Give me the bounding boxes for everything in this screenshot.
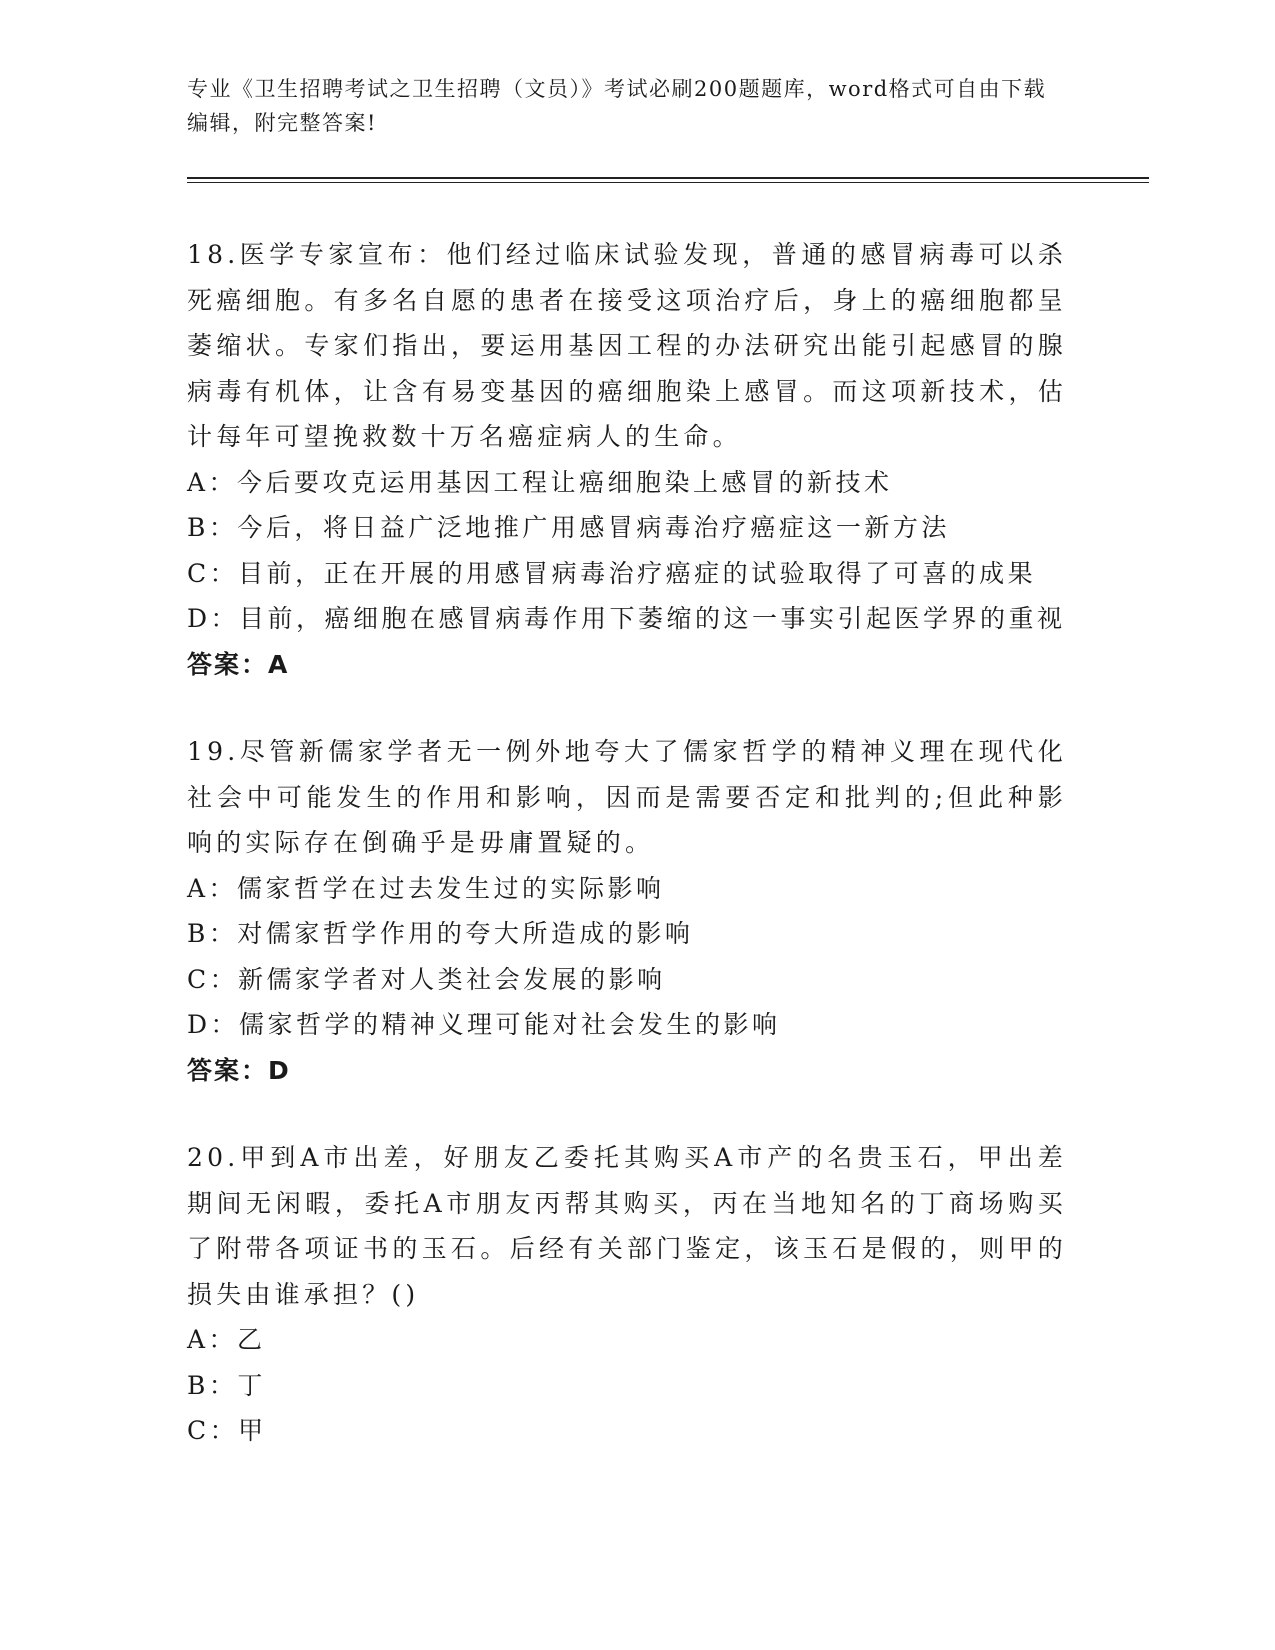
header-rule-thick: [187, 177, 1149, 179]
question-stem: 20.甲到A市出差，好朋友乙委托其购买A市产的名贵玉石，甲出差期间无闲暇，委托A市朋友丙帮其购买，丙在当地知名的丁商场购买了附带各项证书的玉石。后经有关部门鉴定，该玉石是假的，则甲的损失由谁承担？(): [187, 1143, 1067, 1309]
question-18: [187, 232, 1067, 687]
option-a: A：今后要攻克运用基因工程让癌细胞染上感冒的新技术: [187, 467, 893, 497]
option-c: C：新儒家学者对人类社会发展的影响: [187, 964, 666, 994]
option-c: C：甲: [187, 1416, 267, 1445]
question-list: [187, 232, 1067, 1496]
question-stem: 19.尽管新儒家学者无一例外地夸大了儒家哲学的精神义理在现代化社会中可能发生的作用和影响，因而是需要否定和批判的;但此种影响的实际存在倒确乎是毋庸置疑的。: [187, 737, 1067, 857]
answer: 答案：D: [187, 1055, 291, 1085]
question-19: [187, 729, 1067, 1093]
option-a: A：乙: [187, 1325, 266, 1354]
document-header: 专业《卫生招聘考试之卫生招聘（文员）》考试必刷200题题库，word格式可自由下载编辑，附完整答案!: [187, 77, 1047, 135]
header-rule-thin: [187, 182, 1149, 183]
option-b: B：今后，将日益广泛地推广用感冒病毒治疗癌症这一新方法: [187, 513, 950, 542]
option-b: B：丁: [187, 1370, 266, 1400]
option-a: A：儒家哲学在过去发生过的实际影响: [187, 873, 665, 903]
option-d: D：儒家哲学的精神义理可能对社会发生的影响: [187, 1010, 781, 1039]
question-stem: 18.医学专家宣布：他们经过临床试验发现，普通的感冒病毒可以杀死癌细胞。有多名自愿的患者在接受这项治疗后，身上的癌细胞都呈萎缩状。专家们指出，要运用基因工程的办法研究出能引起感冒的腺病毒有机体，让含有易变基因的癌细胞染上感冒。而这项新技术，估计每年可望挽救数十万名癌症病人的生命。: [187, 240, 1067, 451]
option-d: D：目前，癌细胞在感冒病毒作用下萎缩的这一事实引起医学界的重视: [187, 604, 1066, 633]
question-20: [187, 1135, 1067, 1454]
answer: 答案：A: [187, 649, 290, 679]
option-b: B：对儒家哲学作用的夸大所造成的影响: [187, 919, 694, 948]
option-c: C：目前，正在开展的用感冒病毒治疗癌症的试验取得了可喜的成果: [187, 558, 1037, 588]
